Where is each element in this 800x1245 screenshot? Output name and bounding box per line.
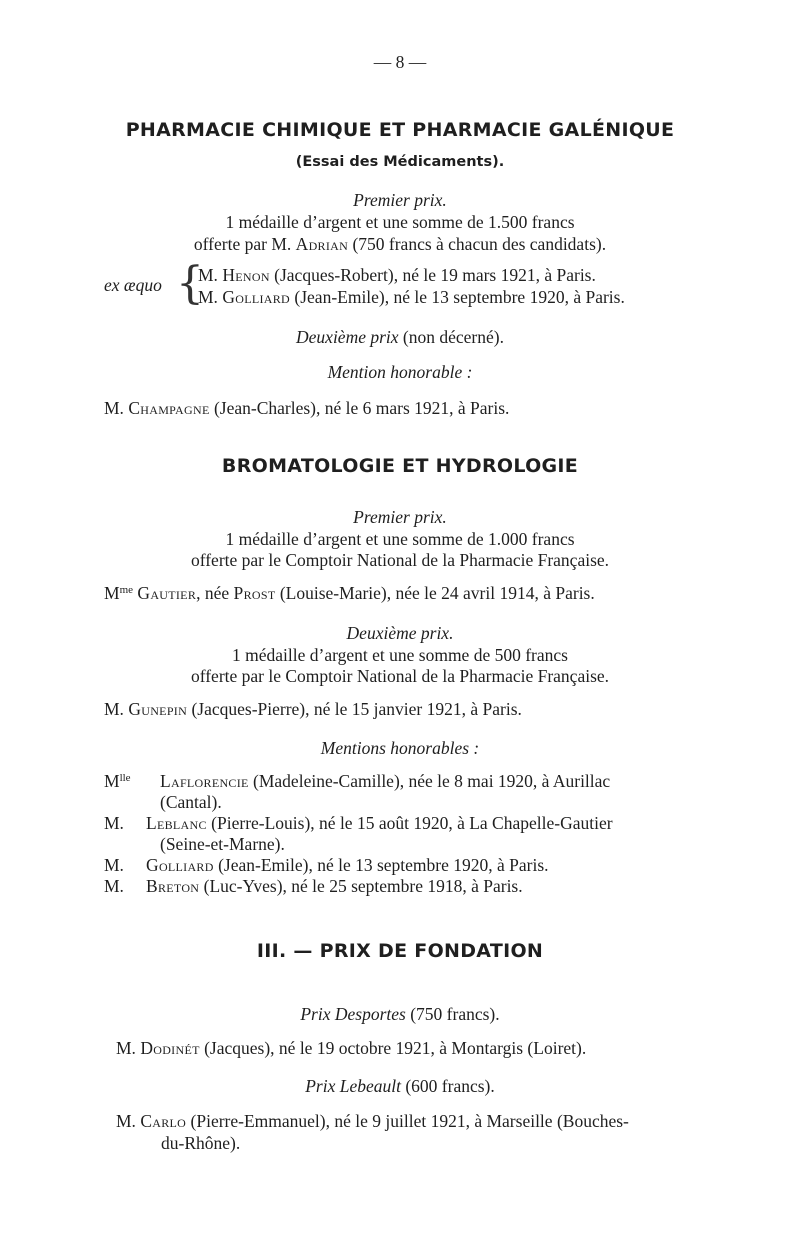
prize-lebeault-heading	[0, 1076, 800, 1097]
prize-amount: (750 francs).	[405, 1004, 500, 1024]
winner-details: (Louise-Marie), née le 24 avril 1914, à Paris.	[275, 583, 595, 603]
mention-continuation: (Cantal).	[160, 792, 222, 812]
winner-name: Gunepin	[128, 699, 188, 719]
winner-title: M.	[116, 1111, 141, 1131]
mention-continuation: (Seine-et-Marne).	[160, 834, 285, 854]
winner-carlo-continuation: du-Rhône).	[161, 1133, 241, 1153]
prize-name: Prix Desportes	[300, 1004, 406, 1024]
winner-henon	[198, 265, 596, 286]
list-item-breton	[146, 876, 523, 897]
mention-title: M.	[104, 398, 129, 418]
winner-details: (Jean-Emile), né le 13 septembre 1920, à Paris.	[290, 287, 625, 307]
winner-gunepin	[104, 699, 522, 720]
second-prize-description-2: 1 médaille d’argent et une somme de 500 francs	[232, 645, 568, 665]
section-subtitle-essai: (Essai des Médicaments).	[295, 154, 505, 170]
prize-name: Prix Lebeault	[305, 1076, 401, 1096]
winner-golliard	[198, 287, 625, 308]
first-prize-donor	[0, 234, 800, 255]
winner-maiden-name: Prost	[233, 583, 276, 603]
second-prize-heading-2: Deuxième prix.	[346, 623, 454, 643]
first-prize-description-2: 1 médaille d’argent et une somme de 1.000 francs	[225, 529, 575, 549]
mention-details: (Pierre-Louis), né le 15 août 1920, à La Chapelle-Gautier	[206, 813, 613, 833]
mention-title: M.	[104, 855, 124, 875]
second-prize-line	[0, 327, 800, 348]
winner-dodinet	[116, 1038, 586, 1059]
winner-details: (Jacques-Pierre), né le 15 janvier 1921, à Paris.	[187, 699, 522, 719]
second-prize-status: (non décerné).	[398, 327, 504, 347]
mention-title-text: M	[104, 771, 120, 791]
prize-desportes-heading	[0, 1004, 800, 1025]
section-title-prix-de-fondation: III. — PRIX DE FONDATION	[256, 940, 544, 962]
mention-details: (Luc-Yves), né le 25 septembre 1918, à Paris.	[199, 876, 523, 896]
winner-name: Carlo	[140, 1111, 187, 1131]
donor-prefix: offerte par M.	[193, 234, 296, 254]
mention-champagne	[104, 398, 509, 419]
first-prize-heading: Premier prix.	[353, 190, 447, 210]
mention-title-sup: lle	[119, 772, 131, 784]
page-number: — 8 —	[373, 52, 427, 72]
mention-title: M.	[104, 813, 124, 833]
list-item-leblanc	[146, 813, 613, 834]
first-prize-donor-2: offerte par le Comptoir National de la Pharmacie Française.	[190, 550, 610, 570]
second-prize-donor-2: offerte par le Comptoir National de la Pharmacie Française.	[190, 666, 610, 686]
mention-details: (Jean-Emile), né le 13 septembre 1920, à Paris.	[213, 855, 549, 875]
mention-title: M.	[104, 876, 124, 896]
winner-carlo	[116, 1111, 629, 1132]
winner-title: M.	[104, 699, 124, 719]
first-prize-description: 1 médaille d’argent et une somme de 1.500 francs	[225, 212, 575, 232]
mention-details: (Jean-Charles), né le 6 mars 1921, à Paris.	[209, 398, 510, 418]
donor-detail: (750 francs à chacun des candidats).	[348, 234, 607, 254]
mention-details: (Madeleine-Camille), née le 8 mai 1920, à Aurillac	[248, 771, 611, 791]
winner-details: (Jacques), né le 19 octobre 1921, à Montargis (Loiret).	[199, 1038, 587, 1058]
prize-amount: (600 francs).	[400, 1076, 495, 1096]
winner-name: Gautier	[137, 583, 197, 603]
winner-name: Golliard	[222, 287, 291, 307]
section-title-bromatologie: BROMATOLOGIE ET HYDROLOGIE	[221, 455, 579, 477]
winner-gautier	[104, 583, 595, 604]
mentions-honorables-heading: Mentions honorables :	[320, 738, 480, 758]
mention-name: Laflorencie	[160, 771, 249, 791]
brace-glyph: {	[176, 258, 204, 309]
mention-honorable-heading: Mention honorable :	[327, 362, 473, 382]
mention-name: Breton	[146, 876, 200, 896]
list-item-laflorencie	[160, 771, 610, 792]
section-title-pharmacie: PHARMACIE CHIMIQUE ET PHARMACIE GALÉNIQUE	[125, 119, 675, 141]
second-prize-label: Deuxième prix	[296, 327, 399, 347]
winner-title: M.	[198, 265, 223, 285]
list-item-golliard	[146, 855, 549, 876]
donor-name: Adrian	[295, 234, 349, 254]
winner-details: (Jacques-Robert), né le 19 mars 1921, à Paris.	[269, 265, 596, 285]
winner-title: M.	[116, 1038, 141, 1058]
mention-name: Golliard	[146, 855, 214, 875]
ex-aequo-label: ex æquo	[104, 275, 162, 295]
winner-title: M.	[198, 287, 223, 307]
winner-name: Henon	[222, 265, 270, 285]
winner-title: M	[104, 583, 120, 603]
first-prize-heading-2: Premier prix.	[353, 507, 447, 527]
winner-title-sup: me	[119, 584, 134, 596]
mention-name: Champagne	[128, 398, 210, 418]
winner-name: Dodinét	[140, 1038, 200, 1058]
winner-details: (Pierre-Emmanuel), né le 9 juillet 1921, à Marseille (Bouches-	[186, 1111, 629, 1131]
mention-name: Leblanc	[146, 813, 207, 833]
mention-title	[104, 771, 159, 792]
winner-mid: , née	[196, 583, 234, 603]
